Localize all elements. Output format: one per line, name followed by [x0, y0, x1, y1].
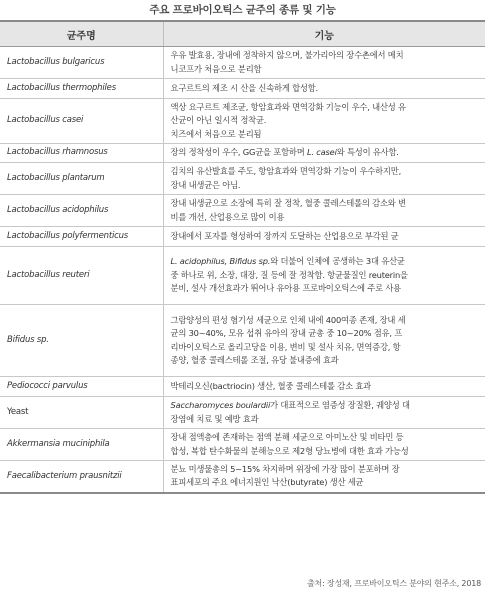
function-cell	[163, 79, 485, 99]
function-line: 치즈에서 처음으로 분리됨	[170, 128, 262, 139]
strain-name-cell: Pediococci parvulus	[0, 377, 163, 397]
table-row	[0, 47, 485, 79]
strain-name-cell: Lactobacillus rhamnosus	[0, 144, 163, 163]
table-row	[0, 397, 485, 429]
table-row	[0, 461, 485, 493]
function-line: 비를 개선, 산업용으로 많이 이용	[170, 211, 285, 222]
function-line: 중 하나로 위, 소장, 대장, 질 등에 잘 정착함. 항균물질인 reuterin을	[170, 269, 408, 280]
function-cell	[163, 377, 485, 397]
table-row	[0, 99, 485, 144]
function-line: 니코프가 처음으로 분리함	[170, 63, 262, 74]
function-cell	[163, 461, 485, 493]
table-title: 주요 프로바이오틱스 균주의 종류 및 기능	[149, 4, 336, 16]
function-line: L. acidophilus, Bifidus sp.와 더불어 인체에 공생하는 3대 유산균	[170, 256, 405, 267]
table-row	[0, 247, 485, 305]
strain-name-cell: Lactobacillus thermophiles	[0, 79, 163, 99]
table-row	[0, 163, 485, 195]
table-row	[0, 377, 485, 397]
header-function: 기능	[163, 21, 485, 47]
table-body	[0, 47, 485, 493]
function-cell	[163, 227, 485, 247]
function-line: 박테리오신(bactriocin) 생산, 혈중 콜레스테롤 감소 효과	[170, 380, 371, 391]
function-line: Saccharomyces boulardii가 대표적으로 염증성 장질환, 궤양성 대	[170, 400, 410, 410]
function-cell	[163, 429, 485, 461]
strain-name-cell: Akkermansia muciniphila	[0, 429, 163, 461]
function-line: 합성, 복합 탄수화물의 분해능으로 제2형 당뇨병에 대한 효과 가능성	[170, 445, 409, 456]
function-cell	[163, 195, 485, 227]
function-line: 우유 발효용, 장내에 정착하지 않으며, 불가리아의 장수촌에서 메치	[170, 50, 404, 60]
strain-name-cell: Lactobacillus casei	[0, 99, 163, 144]
strain-name-cell: Lactobacillus acidophilus	[0, 195, 163, 227]
function-cell	[163, 47, 485, 79]
function-line: 산균이 아닌 일시적 정착균.	[170, 115, 267, 126]
strain-name-cell: Lactobacillus reuteri	[0, 247, 163, 305]
function-line: 장내에서 포자를 형성하여 장까지 도달하는 산업용으로 부각된 균	[170, 230, 399, 241]
table-row	[0, 429, 485, 461]
function-line: 분비, 설사 개선효과가 뛰어나 유아용 프로바이오틱스에 주로 사용	[170, 283, 402, 294]
function-line: 종양, 혈중 콜레스테롤 조절, 유당 불내증에 효과	[170, 355, 339, 365]
function-line: 액상 요구르트 제조균, 항암효과와 면역강화 기능이 우수, 내산성 유	[170, 101, 406, 112]
table-row	[0, 305, 485, 377]
function-cell	[163, 99, 485, 144]
source-note: 출처: 장성재, 프로바이오틱스 분야의 현주소, 2018	[307, 579, 481, 588]
table-header-row	[0, 21, 485, 47]
strain-name-cell: Lactobacillus plantarum	[0, 163, 163, 195]
strain-name-cell: Lactobacillus polyfermenticus	[0, 227, 163, 247]
probiotics-table	[0, 20, 485, 494]
function-cell	[163, 163, 485, 195]
function-cell	[163, 247, 485, 305]
table-row	[0, 227, 485, 247]
strain-name-cell: Yeast	[0, 397, 163, 429]
function-cell	[163, 305, 485, 377]
function-line: 그람양성의 편성 혐기성 세균으로 인체 내에 400여종 존재, 장내 세	[170, 314, 406, 325]
table-row	[0, 144, 485, 163]
function-line: 균의 30~40%, 모유 섭취 유아의 장내 균총 중 10~20% 점유, 프	[170, 328, 403, 338]
strain-name-cell: Bifidus sp.	[0, 305, 163, 377]
table-row	[0, 79, 485, 99]
function-line: 장내 점액층에 존재하는 점액 분해 세균으로 아미노산 및 비타민 등	[170, 432, 404, 442]
strain-name-cell: Faecalibacterium prausnitzii	[0, 461, 163, 493]
function-line: 김치의 유산발효를 주도, 항암효과와 면역강화 기능이 우수하지만,	[170, 166, 402, 176]
function-line: 분뇨 미생물총의 5~15% 차지하며 위장에 가장 많이 분포하며 장	[170, 463, 400, 474]
function-cell	[163, 397, 485, 429]
function-line: 요구르트의 제조 시 산을 신속하게 합성함.	[170, 82, 318, 93]
function-line: 장의 정착성이 우수, GG균을 포함하며 L. casei와 특성이 유사함.	[170, 147, 399, 158]
function-line: 장염에 치료 및 예방 효과	[170, 413, 259, 424]
function-line: 리바이오틱스로 올리고당을 이용, 변비 및 설사 치유, 면역증강, 항	[170, 341, 401, 352]
function-line: 표피세포의 주요 에너지원인 낙산(butyrate) 생산 세균	[170, 477, 364, 488]
function-line: 장내 내생균으로 소장에 특히 잘 정착, 혈중 콜레스테롤의 감소와 변	[170, 198, 406, 208]
function-line: 장내 내생균은 아님.	[170, 179, 241, 190]
function-cell	[163, 144, 485, 163]
strain-name-cell: Lactobacillus bulgaricus	[0, 47, 163, 79]
header-strain-name: 균주명	[0, 21, 163, 47]
table-row	[0, 195, 485, 227]
